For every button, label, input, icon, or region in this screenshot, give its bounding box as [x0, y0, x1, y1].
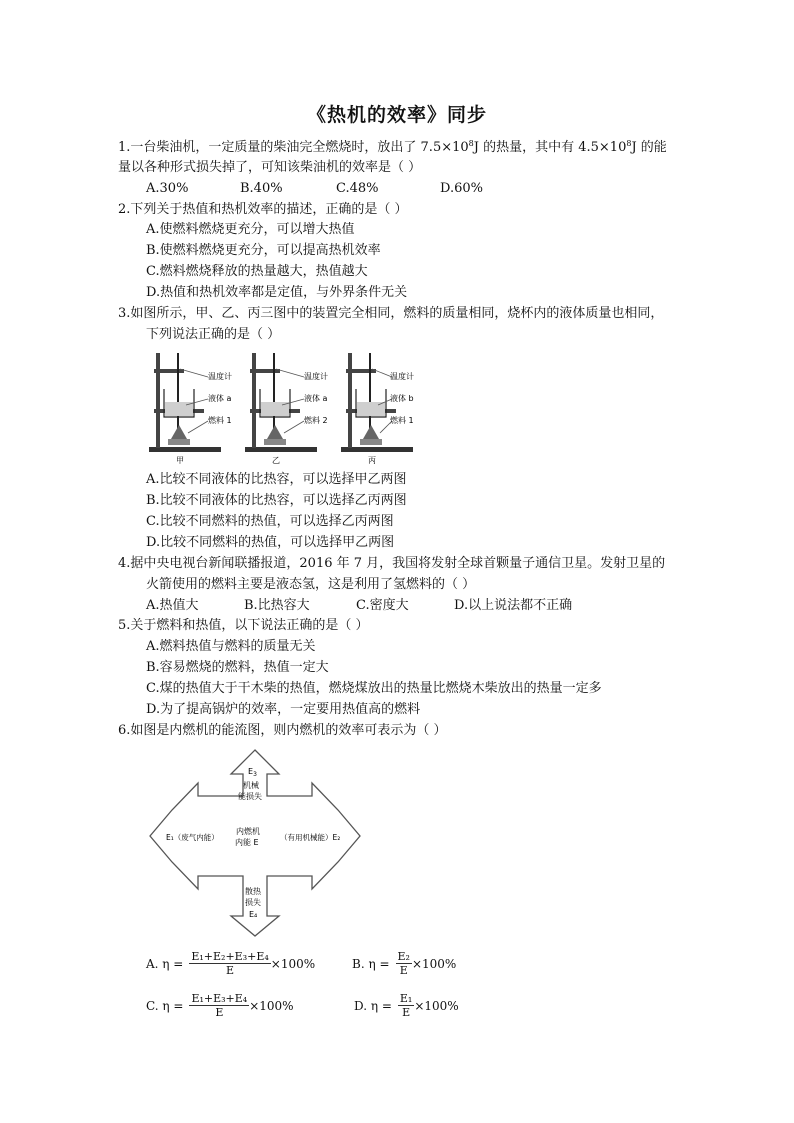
q6-energy-flow-svg — [148, 748, 362, 938]
panel-jia-fuel-label: 燃料 1 — [208, 416, 232, 425]
q3-apparatus-figure — [146, 347, 426, 465]
q6-option-a-denominator: E — [226, 964, 235, 977]
diagram-right-label: （有用机械能）E₂ — [280, 833, 341, 842]
diagram-top-symbol: $E_3$ — [248, 767, 257, 778]
diagram-center-label-1: 内燃机 — [236, 827, 260, 836]
q6-option-a-numerator: E₁+E₂+E₃+E₄ — [191, 950, 269, 963]
panel-bing-caption: 丙 — [368, 456, 376, 465]
diagram-top-label-2: 能损失 — [238, 792, 262, 801]
q3-stem-line2: 下列说法正确的是（ ） — [146, 327, 281, 342]
q1-exponent-2: 8 — [626, 139, 632, 148]
q1-option-a: A.30% — [146, 181, 189, 196]
q1-exponent-1: 8 — [468, 139, 474, 148]
q6-option-a-tail: ×100% — [270, 956, 316, 971]
q3-option-c: C.比较不同燃料的热值，可以选择乙丙两图 — [146, 514, 394, 529]
q6-option-a — [146, 950, 315, 977]
q4-stem-line2: 火箭使用的燃料主要是液态氢，这是利用了氢燃料的（ ） — [146, 577, 476, 592]
q1-option-c: C.48% — [336, 181, 379, 196]
q4-option-d: D.以上说法都不正确 — [454, 598, 573, 613]
q6-option-d-fraction — [398, 992, 414, 1019]
page-title: 《热机的效率》同步 — [306, 104, 487, 126]
q3-apparatus-svg — [146, 347, 426, 465]
q6-option-b-fraction — [396, 950, 412, 977]
q5-option-c: C.煤的热值大于干木柴的热值，燃烧煤放出的热量比燃烧木柴放出的热量一定多 — [146, 681, 602, 696]
diagram-left-label: E₁（废气内能） — [166, 833, 219, 842]
q1-option-d: D.60% — [440, 181, 483, 196]
q6-energy-flow-diagram — [148, 748, 362, 938]
q1-option-b: B.40% — [240, 181, 283, 196]
q6-stem: 6.如图是内燃机的能流图，则内燃机的效率可表示为（ ） — [118, 723, 447, 738]
q2-option-c: C.燃料燃烧释放的热量越大，热值越大 — [146, 264, 368, 279]
q6-option-c-fraction — [189, 992, 249, 1019]
q3-option-b: B.比较不同液体的比热容，可以选择乙丙两图 — [146, 493, 407, 508]
q4-stem-line1: 4.据中央电视台新闻联播报道，2016 年 7 月，我国将发射全球首颗量子通信卫星。发射卫星的 — [118, 556, 666, 571]
q6-option-b — [352, 950, 456, 977]
q4-option-c: C.密度大 — [356, 598, 409, 613]
q6-option-d-numerator: E₁ — [399, 992, 413, 1005]
q1-text-a: 1.一台柴油机，一定质量的柴油完全燃烧时，放出了 7.5×10 — [118, 140, 469, 155]
q1-stem-line2: 量以各种形式损失掉了，可知该柴油机的效率是（ ） — [118, 160, 422, 175]
q5-option-d: D.为了提高锅炉的效率，一定要用热值高的燃料 — [146, 702, 421, 717]
q3-option-d: D.比较不同燃料的热值，可以选择甲乙两图 — [146, 535, 395, 550]
q6-option-c-tail: ×100% — [249, 998, 294, 1013]
q6-option-c — [146, 992, 294, 1019]
q6-option-a-fraction — [189, 950, 270, 977]
panel-yi-caption: 乙 — [272, 456, 280, 465]
q6-option-d — [354, 992, 459, 1019]
q6-option-c-numerator: E₁+E₃+E₄ — [191, 992, 248, 1005]
q6-option-b-numerator: E₂ — [397, 950, 410, 963]
panel-yi-fuel-label: 燃料 2 — [304, 416, 328, 425]
q4-option-b: B.比热容大 — [244, 598, 310, 613]
q1-text-b: J 的热量，其中有 4.5×10 — [473, 140, 627, 155]
q5-option-b: B.容易燃烧的燃料，热值一定大 — [146, 660, 329, 675]
panel-jia-caption: 甲 — [176, 456, 184, 465]
q1-stem-line1 — [118, 138, 667, 158]
q2-option-d: D.热值和热机效率都是定值，与外界条件无关 — [146, 285, 408, 300]
panel-bing-thermometer-label: 温度计 — [390, 372, 414, 381]
panel-jia-liquid-label: 液体 a — [208, 394, 232, 403]
q3-stem-line1: 3.如图所示，甲、乙、丙三图中的装置完全相同，燃料的质量相同，烧杯内的液体质量也相同， — [118, 306, 664, 321]
q6-option-b-label: B. η = — [352, 956, 390, 971]
q3-option-a: A.比较不同液体的比热容，可以选择甲乙两图 — [146, 472, 407, 487]
q6-option-a-label: A. η = — [146, 956, 184, 971]
panel-yi — [245, 353, 328, 465]
q2-option-b: B.使燃料燃烧更充分，可以提高热机效率 — [146, 243, 381, 258]
diagram-top-label-1: 机械 — [243, 781, 259, 790]
panel-bing — [341, 353, 414, 465]
q6-option-d-denominator: E — [402, 1006, 411, 1019]
q6-option-b-denominator: E — [399, 964, 408, 977]
q2-option-a: A.使燃料燃烧更充分，可以增大热值 — [146, 222, 355, 237]
q5-option-a: A.燃料热值与燃料的质量无关 — [146, 639, 316, 654]
panel-jia-thermometer-label: 温度计 — [208, 372, 232, 381]
diagram-bottom-label-2: 损失 — [245, 898, 261, 907]
panel-yi-liquid-label: 液体 a — [304, 394, 328, 403]
q6-option-c-label: C. η = — [146, 998, 184, 1013]
q4-option-a: A.热值大 — [146, 598, 199, 613]
q6-option-b-tail: ×100% — [411, 956, 457, 971]
diagram-center-label-2: 内能 E — [235, 838, 259, 847]
q5-stem: 5.关于燃料和热值，以下说法正确的是（ ） — [118, 618, 369, 633]
q1-text-c: J 的能 — [631, 140, 667, 155]
diagram-bottom-label-1: 散热 — [245, 887, 261, 896]
q2-stem: 2.下列关于热值和热机效率的描述，正确的是（ ） — [118, 202, 408, 217]
q6-option-d-tail: ×100% — [414, 998, 459, 1013]
panel-jia — [149, 353, 232, 465]
q6-option-c-denominator: E — [215, 1006, 224, 1019]
q6-option-d-label: D. η = — [354, 998, 392, 1013]
panel-yi-thermometer-label: 温度计 — [304, 372, 328, 381]
diagram-bottom-symbol: E₄ — [249, 910, 258, 919]
panel-bing-fuel-label: 燃料 1 — [390, 416, 414, 425]
panel-bing-liquid-label: 液体 b — [390, 394, 414, 403]
